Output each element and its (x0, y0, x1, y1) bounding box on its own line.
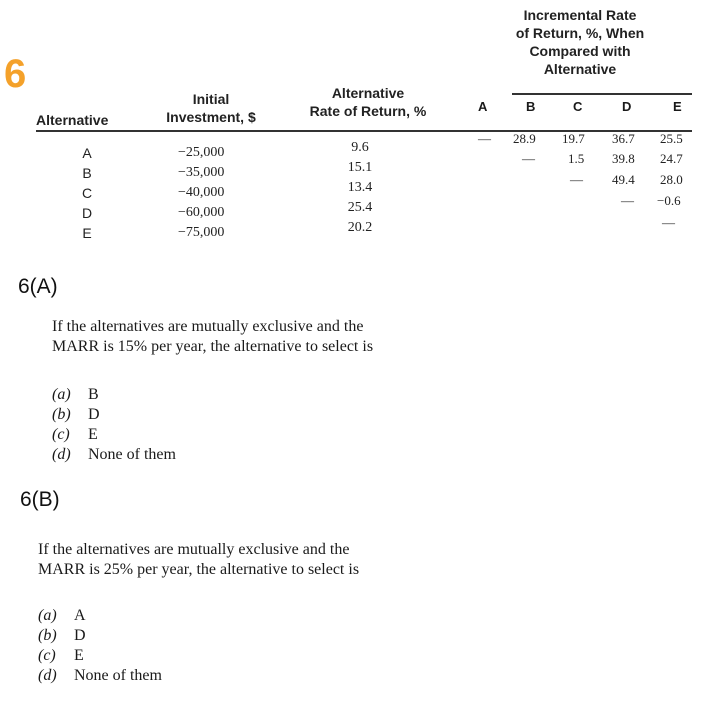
option-key: (b) (38, 627, 57, 644)
part-b-option (38, 626, 162, 646)
investment-column (178, 143, 224, 243)
part-b-option (38, 606, 162, 626)
inc-c-c: — (570, 172, 583, 187)
row-investment-c: −40,000 (178, 185, 225, 200)
part-a-options (52, 385, 176, 465)
inc-a-c: 19.7 (562, 131, 585, 146)
incremental-header-line: Compared with (529, 43, 631, 59)
compared-letter-d: D (622, 99, 632, 114)
inc-c-d: 49.4 (612, 172, 635, 187)
row-investment-a: −25,000 (178, 145, 225, 160)
option-key: (d) (38, 667, 57, 684)
option-text: E (88, 426, 98, 443)
compared-letter-a: A (478, 99, 488, 114)
option-text: D (88, 406, 100, 423)
part-b-label: 6(B) (20, 488, 60, 511)
row-ror-a: 9.6 (351, 140, 369, 155)
option-key: (d) (52, 446, 71, 463)
compared-letter-b: B (526, 99, 536, 114)
incremental-header-rule (512, 93, 692, 95)
inc-b-e: 24.7 (660, 151, 683, 166)
part-a-option (52, 385, 176, 405)
inc-b-b: — (522, 151, 535, 166)
part-a-question: If the alternatives are mutually exclusive and the MARR is 15% per year, the alternative to select is (52, 318, 374, 355)
alternative-header: Alternative (36, 112, 109, 128)
row-alt-b: B (82, 165, 92, 181)
row-ror-b: 15.1 (347, 160, 373, 175)
compared-letter-c: C (573, 99, 583, 114)
inc-b-d: 39.8 (612, 151, 635, 166)
initial-investment-header-line: Investment, $ (166, 109, 256, 125)
compared-letter-e: E (673, 99, 682, 114)
option-text: None of them (88, 446, 176, 463)
incremental-header (495, 6, 665, 78)
row-ror-d: 25.4 (347, 200, 373, 215)
option-key: (c) (38, 647, 56, 664)
part-b-option (38, 666, 162, 686)
row-alt-c: C (81, 185, 93, 201)
alternative-ror-header-line: Rate of Return, % (309, 103, 427, 119)
inc-a-d: 36.7 (612, 131, 635, 146)
row-alt-e: E (82, 225, 92, 241)
option-key: (a) (52, 386, 71, 403)
inc-c-e: 28.0 (660, 172, 683, 187)
part-a-option (52, 425, 176, 445)
part-b-question: If the alternatives are mutually exclusive and the MARR is 25% per year, the alternative to select is (38, 541, 360, 578)
incremental-header-line: Alternative (543, 61, 617, 77)
row-investment-e: −75,000 (178, 225, 225, 240)
part-b-options (38, 606, 162, 686)
alternative-column (80, 143, 94, 243)
option-key: (a) (38, 607, 57, 624)
inc-a-e: 25.5 (660, 131, 683, 146)
incremental-header-line: Incremental Rate (523, 7, 637, 23)
row-ror-e: 20.2 (347, 220, 373, 235)
part-b-option (38, 646, 162, 666)
row-investment-b: −35,000 (178, 165, 225, 180)
inc-e-e: — (662, 215, 675, 230)
inc-d-d: — (621, 193, 634, 208)
initial-investment-header (150, 90, 272, 126)
option-key: (b) (52, 406, 71, 423)
alternative-ror-header (296, 84, 440, 120)
part-a-label: 6(A) (18, 275, 58, 298)
inc-d-e: −0.6 (657, 193, 681, 208)
table-header-rule (36, 130, 692, 132)
inc-a-a: — (478, 131, 491, 146)
option-text: A (74, 607, 86, 624)
option-text: B (88, 386, 99, 403)
part-a-option (52, 445, 176, 465)
option-key: (c) (52, 426, 70, 443)
inc-b-c: 1.5 (568, 151, 585, 166)
row-alt-a: A (82, 145, 92, 161)
row-investment-d: −60,000 (178, 205, 225, 220)
option-text: D (74, 627, 86, 644)
option-text: None of them (74, 667, 162, 684)
row-ror-c: 13.4 (347, 180, 373, 195)
alternative-ror-header-line: Alternative (331, 85, 405, 101)
ror-column (340, 138, 380, 238)
row-alt-d: D (81, 205, 93, 221)
initial-investment-header-line: Initial (192, 91, 230, 107)
part-a-option (52, 405, 176, 425)
inc-a-b: 28.9 (513, 131, 536, 146)
option-text: E (74, 647, 84, 664)
question-number: 6 (4, 52, 27, 96)
incremental-header-line: of Return, %, When (515, 25, 645, 41)
